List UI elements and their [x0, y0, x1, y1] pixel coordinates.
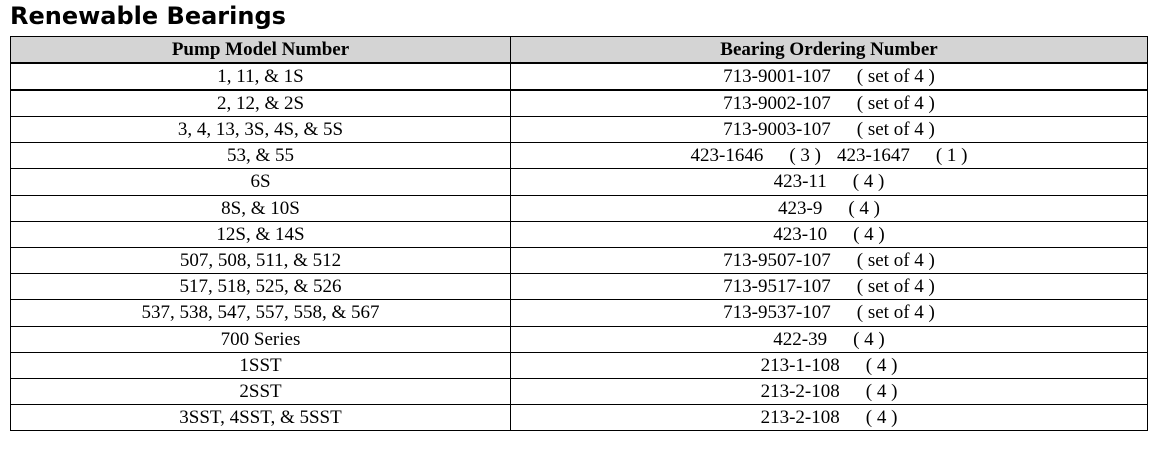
bearing-part — [761, 405, 898, 430]
table-row — [11, 247, 1148, 273]
bearing-quantity: ( set of 4 ) — [856, 93, 935, 114]
bearing-quantity: ( set of 4 ) — [856, 276, 935, 298]
table-row — [11, 143, 1148, 169]
bearing-quantity: ( set of 4 ) — [856, 302, 935, 324]
bearing-part — [723, 300, 935, 325]
header-pump-model-number: Pump Model Number — [11, 37, 511, 64]
bearing-part — [761, 353, 898, 378]
bearing-number-cell — [511, 117, 1148, 143]
bearing-part-number: 713-9517-107 — [723, 276, 831, 298]
bearing-part-number: 713-9003-107 — [723, 119, 831, 141]
bearing-part — [691, 143, 821, 168]
pump-model-cell: 507, 508, 511, & 512 — [11, 247, 511, 273]
table-row — [11, 405, 1148, 431]
table-row — [11, 63, 1148, 90]
table-row — [11, 300, 1148, 326]
page-title: Renewable Bearings — [10, 2, 286, 30]
pump-model-cell: 3SST, 4SST, & 5SST — [11, 405, 511, 431]
pump-model-cell: 1SST — [11, 352, 511, 378]
bearing-part — [723, 274, 935, 299]
bearing-part-number: 713-9537-107 — [723, 302, 831, 324]
table-row — [11, 326, 1148, 352]
bearing-number-cell — [511, 90, 1148, 117]
bearing-number-cell — [511, 169, 1148, 195]
bearing-part — [723, 91, 935, 116]
pump-model-cell: 3, 4, 13, 3S, 4S, & 5S — [11, 117, 511, 143]
bearing-number-cell — [511, 352, 1148, 378]
bearing-part — [723, 64, 935, 89]
bearing-quantity: ( 4 ) — [865, 380, 898, 402]
bearing-number-cell — [511, 274, 1148, 300]
table-row — [11, 90, 1148, 117]
bearing-number-cell — [511, 195, 1148, 221]
bearing-number-cell — [511, 143, 1148, 169]
bearing-number-cell — [511, 378, 1148, 404]
bearing-part — [773, 327, 884, 352]
bearings-table — [10, 36, 1148, 431]
pump-model-cell: 2SST — [11, 378, 511, 404]
pump-model-cell: 700 Series — [11, 326, 511, 352]
bearing-number-cell — [511, 63, 1148, 90]
bearing-part-number: 423-9 — [778, 197, 823, 219]
table-row — [11, 352, 1148, 378]
table-row — [11, 195, 1148, 221]
bearing-part-number: 213-2-108 — [760, 407, 840, 429]
table-row — [11, 169, 1148, 195]
bearing-quantity: ( 4 ) — [865, 407, 898, 429]
bearing-number-cell — [511, 405, 1148, 431]
bearing-part — [774, 169, 885, 194]
bearing-quantity: ( 4 ) — [852, 171, 885, 193]
bearing-quantity: ( set of 4 ) — [856, 66, 935, 87]
bearing-quantity: ( 4 ) — [848, 197, 880, 219]
pump-model-cell: 2, 12, & 2S — [11, 90, 511, 117]
bearing-quantity: ( set of 4 ) — [856, 119, 935, 141]
bearing-part-number: 423-1646 — [690, 145, 764, 167]
table-row — [11, 274, 1148, 300]
pump-model-cell: 53, & 55 — [11, 143, 511, 169]
bearing-quantity: ( 4 ) — [853, 328, 885, 350]
table-header-row — [11, 37, 1148, 64]
bearing-quantity: ( set of 4 ) — [856, 250, 935, 272]
bearing-part-number: 213-1-108 — [760, 354, 840, 376]
table-row — [11, 117, 1148, 143]
bearing-part — [778, 196, 880, 221]
bearing-part-number: 423-10 — [773, 223, 828, 245]
bearing-part — [723, 117, 935, 142]
bearing-part-number: 713-9001-107 — [723, 66, 831, 87]
bearing-quantity: ( 3 ) — [789, 145, 821, 167]
bearing-quantity: ( 1 ) — [935, 145, 968, 167]
bearing-part — [723, 248, 935, 273]
bearing-quantity: ( 4 ) — [853, 223, 885, 245]
bearing-part-number: 713-9002-107 — [723, 93, 831, 114]
bearing-quantity: ( 4 ) — [865, 354, 898, 376]
pump-model-cell: 537, 538, 547, 557, 558, & 567 — [11, 300, 511, 326]
pump-model-cell: 6S — [11, 169, 511, 195]
bearing-part-number: 423-11 — [773, 171, 827, 193]
bearing-part-number: 713-9507-107 — [723, 250, 831, 272]
table-row — [11, 221, 1148, 247]
pump-model-cell: 8S, & 10S — [11, 195, 511, 221]
bearing-part — [773, 222, 884, 247]
bearing-part — [761, 379, 898, 404]
bearing-number-cell — [511, 221, 1148, 247]
pump-model-cell: 517, 518, 525, & 526 — [11, 274, 511, 300]
bearing-number-cell — [511, 326, 1148, 352]
pump-model-cell: 1, 11, & 1S — [11, 63, 511, 90]
table-row — [11, 378, 1148, 404]
bearing-number-cell — [511, 247, 1148, 273]
table-body — [11, 63, 1148, 431]
header-bearing-ordering-number: Bearing Ordering Number — [511, 37, 1148, 64]
bearing-part-number: 213-2-108 — [760, 380, 840, 402]
pump-model-cell: 12S, & 14S — [11, 221, 511, 247]
bearing-number-cell — [511, 300, 1148, 326]
bearing-part-number: 423-1647 — [837, 145, 910, 167]
bearing-part — [837, 143, 967, 168]
bearing-part-number: 422-39 — [773, 328, 828, 350]
